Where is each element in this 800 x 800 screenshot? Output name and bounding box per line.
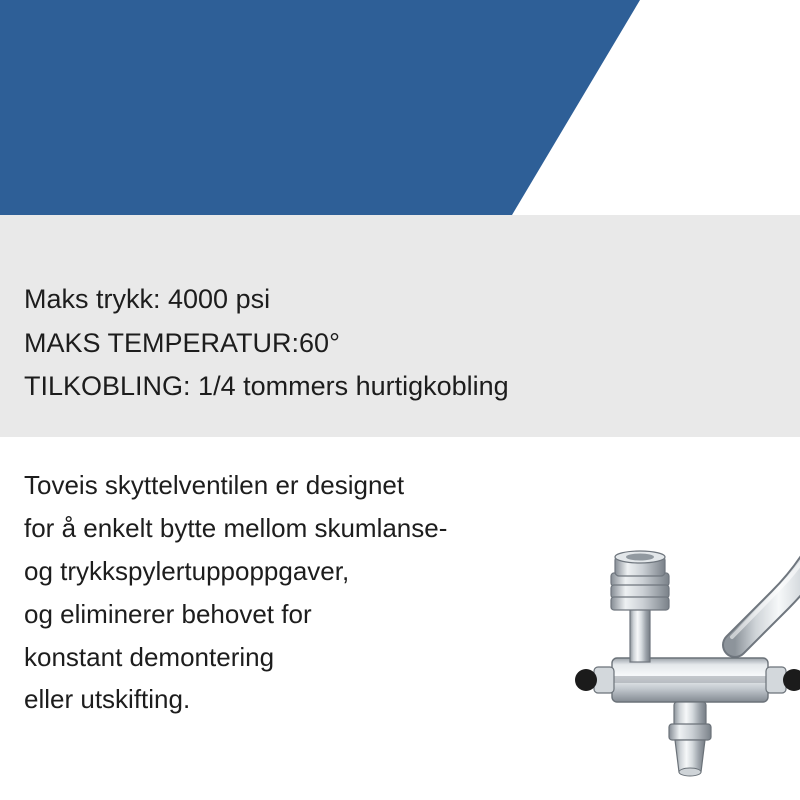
description-line-1: Toveis skyttelventilen er designet	[24, 470, 405, 500]
spec-connection: TILKOBLING: 1/4 tommers hurtigkobling	[24, 371, 509, 402]
description-block	[24, 464, 494, 721]
description-line-6: eller utskifting.	[24, 684, 191, 715]
description-line-4: og eliminerer behovet for	[24, 598, 312, 629]
spec-max-temperature: MAKS TEMPERATUR:60°	[24, 327, 340, 358]
spec-max-pressure: Maks trykk: 4000 psi	[24, 284, 271, 314]
description-line-2: for å enkelt bytte mellom skumlanse-	[24, 512, 448, 543]
header-banner	[0, 0, 640, 215]
spec-list	[24, 278, 509, 409]
description-line-5: konstant demontering	[24, 641, 275, 672]
description-line-3: og trykkspylertuppoppgaver,	[24, 555, 350, 586]
